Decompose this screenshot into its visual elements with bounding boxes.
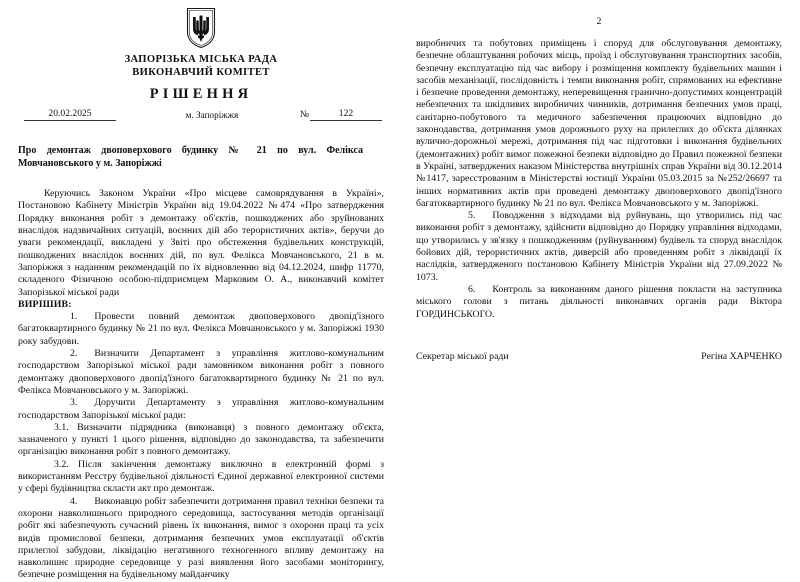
left-column [0,0,400,581]
item-number: 1. [70,311,78,323]
organization-header [18,53,384,79]
item-text: Контроль за виконанням даного рішення покласти на заступника міського голови з питань діяльності виконавчих органів ради Віктора ГОРДИНСЬКОГО. [416,283,782,320]
ukraine-trident-coat-of-arms-icon [186,7,216,49]
item-text: Визначити Департамент з управління житлово-комунальним господарством Запорізької міської ради замовником виконання робіт з повного демонтажу двоповерхового двопід'їзного багатоквартирного будинку № 21 по вул. Фелікса Мовчановського у м. Запоріжжі. [18,348,384,396]
list-item [18,397,384,422]
list-item [18,348,384,397]
item-number: 3.2. [54,458,69,470]
document-subject: Про демонтаж двоповерхового будинку № 21 по вул. Фелікса Мовчановського у м. Запоріжжі [18,145,363,169]
item-number: 3.1. [54,421,69,433]
signature-block [416,351,782,362]
item-text: Поводження з відходами від руйнувань, що утворились під час виконання робіт з демонтажу, здійснити відповідно до Порядку управління відходами, що утворились у зв'язку з пошкодженням (руйнуванням) будівель та споруд внаслідок бойових дій, терористичних актів, диверсій або проведенням робіт з ліквідації їх наслідків, затвердженого постановою Кабінету Міністрів України від 27.09.2022 № 1073. [416,210,782,283]
item-text: Провести повний демонтаж двоповерхового двопід'їзного багатоквартирного будинку № 21 по вул. Фелікса Мовчановського у м. Запоріжжі 1930 року забудови. [18,311,384,347]
preamble-paragraph: Керуючись Законом України «Про місцеве самоврядування в Україні», Постановою Кабінету Міністрів України від 19.04.2022 №474 «Про затвердження Порядку виконання робіт з демонтажу об'єктів, пошкоджених або зруйнованих внаслідок надзвичайних ситуацій, воєнних дій або терористичних актів», беручи до уваги рекомендації, викладені у Звіті про обстеження будівельних конструкцій, пошкоджених внаслідок воєнних дій, по вул. Фелікса Мовчановського, 21 в м. Запоріжжя з наданням рекомендацій по їх відновленню від 04.12.2024, шифр 11770, складеного Фізичною особою-підприємцем Марковим О. А., виконавчий комітет Запорізької міської ради [18,188,384,298]
continuation-paragraph: виробничих та побутових приміщень і споруд для обслуговування демонтажу, безпечне облаштування робочих місць, проїзд і обслуговування транспортних засобів, безпечну експлуатацію під час вибору і розміщення комплекту будівельних машин і засобів механізації, послідовність і темпи виконання робіт, спрямованих на ефективне і безпечне проведення демонтажу, неперевищення гранично-допустимих концентрацій небезпечних та шкідливих виробничих чинників, дотримання безпечних умов праці, санітарно-побутового та медичного забезпечення працюючих відповідно до законодавства, дотримання умов дорожнього руху на прилеглих до об'єкта ділянках вулично-дорожньої мережі, дотримання під час підготовки і виконання будівельних (демонтажних) робіт вимог пожежної безпеки відповідно до Правил пожежної безпеки в Україні, затверджених наказом Міністерства внутрішніх справ України від 30.12.2014 №1417, зареєстрованим в Міністерстві юстиції України 05.03.2015 за №252/26697 та інших нормативних актів при проведені демонтажу двоповерхового двопід'їзного багатоквартирного будинку № 21 по вул. Фелікса Мовчановського у м. Запоріжжі. [416,38,782,209]
document-date: 20.02.2025 [24,108,116,121]
list-item [18,459,384,496]
list-item [18,496,384,582]
list-item [18,311,384,348]
item-text: Після закінчення демонтажу виключно в електронній формі з використанням Реєстру будівельної діяльності Єдиної державної електронної системи у сфері будівництва скласти акт про демонтаж. [18,458,385,495]
number-sign: № [299,109,309,120]
item-text: Визначити підрядника (виконавця) з повного демонтажу об'єкта, зазначеного у пункті 1 цього рішення, відповідно до законодавства, та забезпечити організацію виконання робіт з повного демонтажу. [18,421,385,458]
list-item [416,284,782,321]
item-number: 3. [70,397,78,409]
right-column [400,0,800,557]
right-body-text [416,38,782,321]
page-number: 2 [596,16,602,27]
item-text: Доручити Департаменту з управління житлово-комунальним господарством Запорізької міської ради: [18,397,384,421]
column-divider [400,0,401,557]
signature-name: Регіна ХАРЧЕНКО [701,350,782,362]
left-body-text [18,188,384,582]
organization-line-1: ЗАПОРІЗЬКА МІСЬКА РАДА [124,54,278,65]
list-item [416,210,782,284]
document-kind-title: РІШЕННЯ [149,86,253,102]
item-number: 2. [70,348,78,360]
organization-line-2: ВИКОНАВЧИЙ КОМІТЕТ [132,67,270,78]
signature-title: Секретар міської ради [416,350,509,362]
list-item [18,422,384,459]
item-number: 6. [468,283,476,295]
item-text: Виконавцю робіт забезпечити дотримання правил техніки безпеки та охорони навколишнього природного середовища, застосування методів організації робіт які забезпечують сучасний рівень їх виконання, вимог з охорони праці та усіх видів промислової безпеки, дотримання безпечних умов експлуатації об'єктів прилеглої забудови, ліквідацію негативного техногенного впливу демонтажу на навколишнє природне середовище у разі виявлення його засобами моніторингу, безпечне розміщення на будівельному майданчику [18,495,384,581]
emblem-container [18,0,384,49]
item-number: 4. [70,495,78,507]
document-city: м. Запоріжжя [185,110,239,120]
document-number-block [300,108,382,121]
item-number: 5. [468,210,476,222]
resolve-word: ВИРІШИВ: [18,298,72,310]
document-number: 122 [310,108,382,121]
document-meta-row [18,105,384,121]
